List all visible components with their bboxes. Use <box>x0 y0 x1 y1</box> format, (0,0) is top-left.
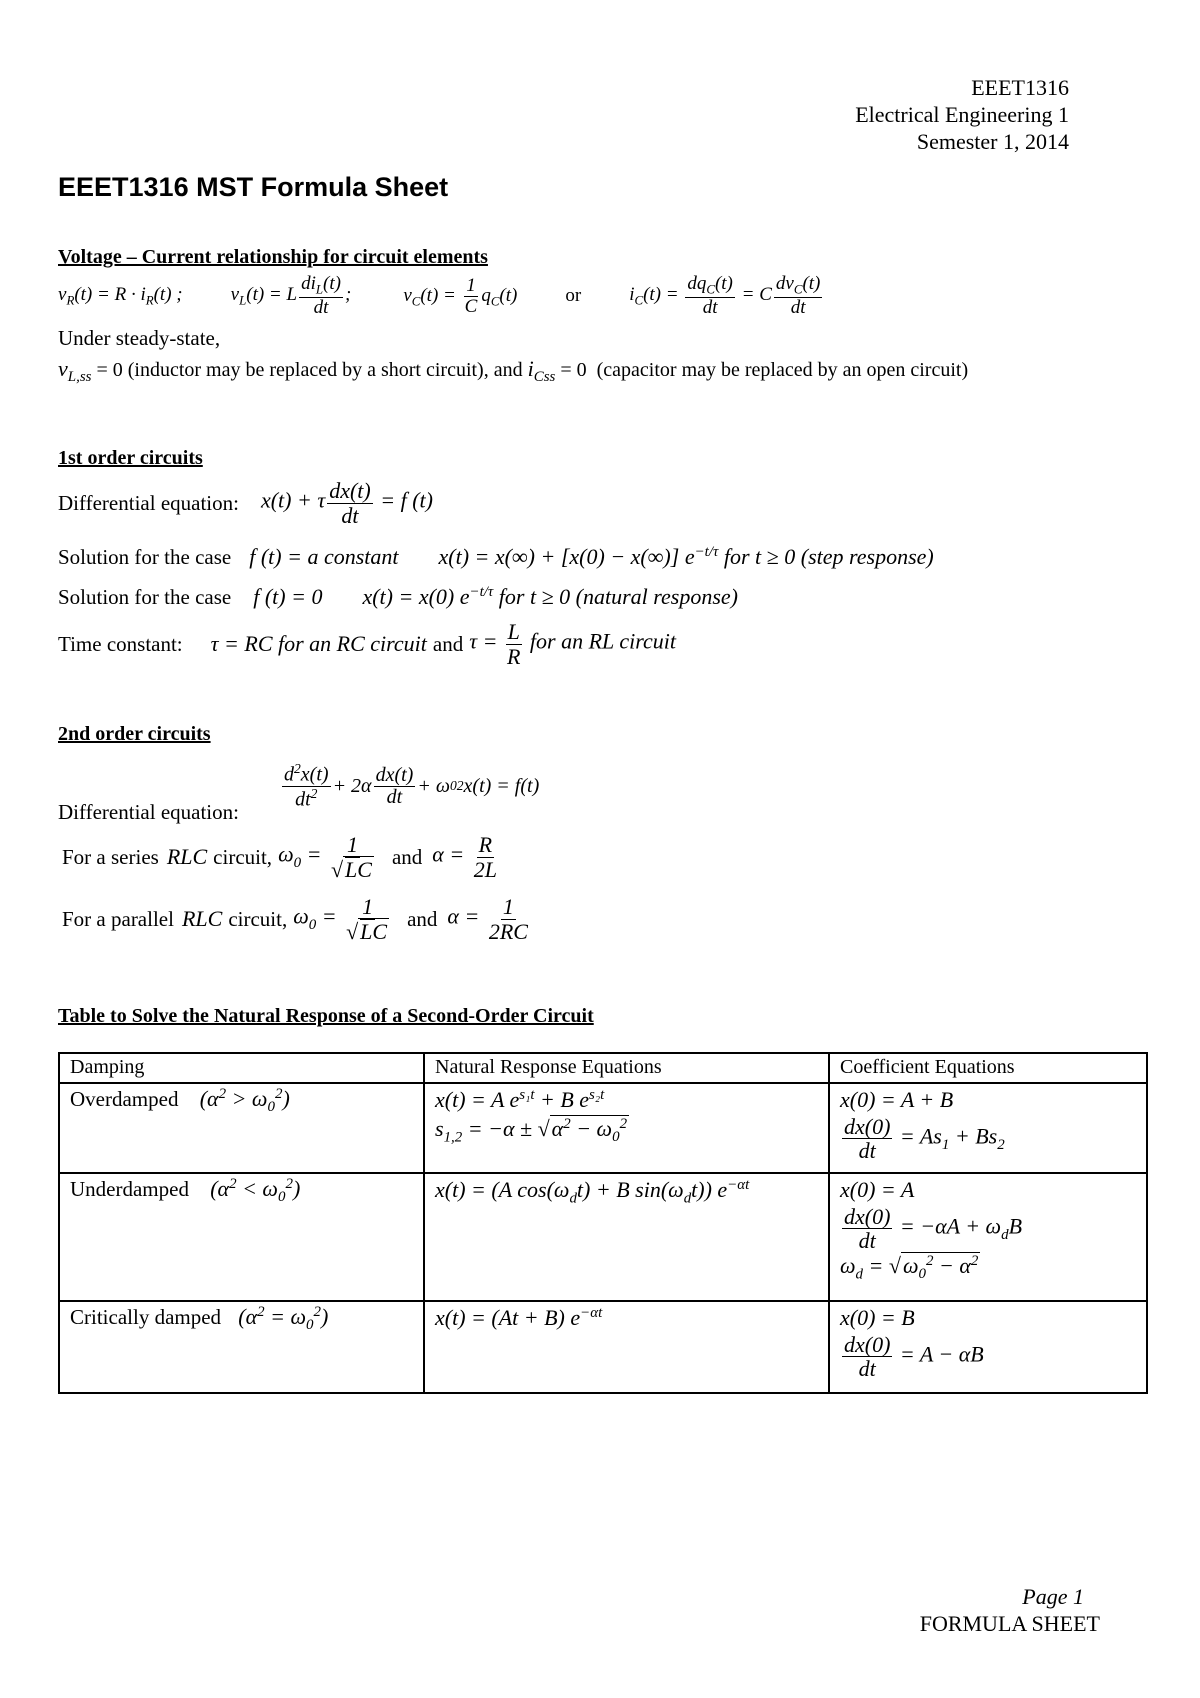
table-row-critically-damped: Critically damped $(\alpha^2 = \omega_0^2)$ x(t) = (At + B) $e^{-\alpha t}$ x(0) = B $\frac{dx(0)}{dt}$ = A − αB <box>59 1301 1147 1393</box>
inductor-note: (inductor may be replaced by a short circuit), and <box>127 359 523 381</box>
solution-label-natural: Solution for the case <box>58 584 232 609</box>
rl-text: for an RL circuit <box>529 629 676 655</box>
series-rlc-row: For a series RLC circuit, $\omega_0$ = $\frac{1}{√LC}$ and α = $\frac{R}{2L}$ <box>62 832 497 882</box>
damping-critical: Critically damped <box>70 1305 222 1330</box>
natural-response-label: natural response <box>582 584 731 610</box>
series-label: For a series <box>62 844 159 869</box>
footer-label: FORMULA SHEET <box>919 1611 1100 1636</box>
page-number: Page 1 <box>1022 1584 1084 1609</box>
table-header-row <box>59 1053 1147 1083</box>
table-row-overdamped: Overdamped $(\alpha^2 > \omega_0^2)$ x(t) = A $e^{s_1t} + B$ $e^{s_2t}$ $s_{1,2} = -\alpha \pm √\alpha^2 - \omega_0^2$ x(0) = A + B $\frac{dx(0)}{dt}$ = $As_1 + Bs_2$ <box>59 1083 1147 1173</box>
natural-condition: for t ≥ 0 <box>498 584 571 610</box>
table-row-underdamped: Underdamped $(\alpha^2 < \omega_0^2)$ x(t) = (A $\cos(\omega_dt) + B$ $\sin(\omega_dt)$) $e^{-\alpha t}$ x(0) = A $\frac{dx(0)}{dt}$ = $-\alpha A + \omega_dB$ $\omega_d = √\omega_0^2 - \alpha^2$ <box>59 1173 1147 1301</box>
table-heading: Table to Solve the Natural Response of a Second-Order Circuit <box>58 1005 594 1027</box>
step-case: a constant <box>307 544 399 569</box>
and-text: and <box>432 631 464 656</box>
capacitor-relation: $v_C(t)$ = $\frac{1}{C}$ $q_C(t)$ <box>403 274 518 317</box>
series-rlc: RLC <box>166 844 208 869</box>
course-name: Electrical Engineering 1 <box>855 102 1069 127</box>
parallel-and: and <box>407 906 438 931</box>
damping-overdamped: Overdamped <box>70 1087 179 1112</box>
series-and: and <box>391 844 423 869</box>
capacitor-current-relation: $i_C(t)$ = $\frac{dq_C(t)}{dt}$ = C $\frac{dv_C(t)}{dt}$ <box>629 273 821 318</box>
step-response-row: Solution for the case f (t) = a constant x(t) = x(∞) + [x(0) − x(∞)] $e^{-t/\tau}$ for t ≥ 0 (step response) <box>58 543 934 570</box>
header-natural-response: Natural Response Equations <box>424 1053 829 1083</box>
steady-state-label: Under steady-state, <box>58 326 221 350</box>
header-coefficient: Coefficient Equations <box>829 1053 1147 1083</box>
parallel-circuit: circuit, <box>228 906 288 931</box>
second-diff-eq-label: Differential equation: <box>58 800 239 824</box>
course-code: EEET1316 <box>971 75 1069 100</box>
series-circuit: circuit, <box>213 844 273 869</box>
damping-underdamped: Underdamped <box>70 1177 189 1202</box>
step-condition: for t ≥ 0 <box>723 544 796 570</box>
second-order-diff-eq: $\frac{d^2x(t)}{dt^2}$ + 2α $\frac{dx(t)}{dt}$ + ω 0 2 x(t) = f(t) <box>284 761 540 810</box>
or-label: or <box>565 285 582 306</box>
parallel-rlc-row: For a parallel RLC circuit, $\omega_0$ = $\frac{1}{√LC}$ and α = $\frac{1}{2RC}$ <box>62 894 528 944</box>
inductor-relation: $v_L(t) = L$ $\frac{di_L(t)}{dt}$ ; <box>230 273 352 318</box>
diff-eq-label: Differential equation: <box>58 490 239 515</box>
solution-label-step: Solution for the case <box>58 544 232 569</box>
rc-text: for an RC circuit <box>278 631 427 656</box>
semester: Semester 1, 2014 <box>916 129 1069 154</box>
first-order-heading: 1st order circuits <box>58 447 203 469</box>
time-constant-row: Time constant: τ = RC for an RC circuit and τ = $\frac{L}{R}$ for an RL circuit <box>58 619 676 669</box>
header-damping: Damping <box>59 1053 424 1083</box>
capacitor-note: (capacitor may be replaced by an open circuit) <box>596 359 969 381</box>
first-order-diff-eq: Differential equation: x(t) + τ $\frac{dx(t)}{dt}$ = f (t) <box>58 478 433 528</box>
natural-response-row: Solution for the case f (t) = 0 x(t) = x(0) $e^{-t/\tau}$ for t ≥ 0 (natural response) <box>58 583 738 610</box>
page-title: EEET1316 MST Formula Sheet <box>58 172 449 202</box>
resistor-relation: $v_R(t) = R \cdot i_R(t)$ ; <box>58 283 183 308</box>
element-relations <box>58 270 824 322</box>
time-constant-label: Time constant: <box>58 631 183 656</box>
steady-state-conditions: $v_{L,ss} = 0$ (inductor may be replaced by a short circuit), and $i_{Css} = 0$ (capacitor may be replaced by an open circuit) <box>58 356 969 386</box>
step-response-label: step response <box>808 544 927 570</box>
natural-response-table <box>58 1052 1148 1394</box>
parallel-label: For a parallel <box>62 906 174 931</box>
parallel-rlc: RLC <box>181 906 223 931</box>
second-order-heading: 2nd order circuits <box>58 723 211 745</box>
voltage-current-heading: Voltage – Current relationship for circuit elements <box>58 246 488 268</box>
